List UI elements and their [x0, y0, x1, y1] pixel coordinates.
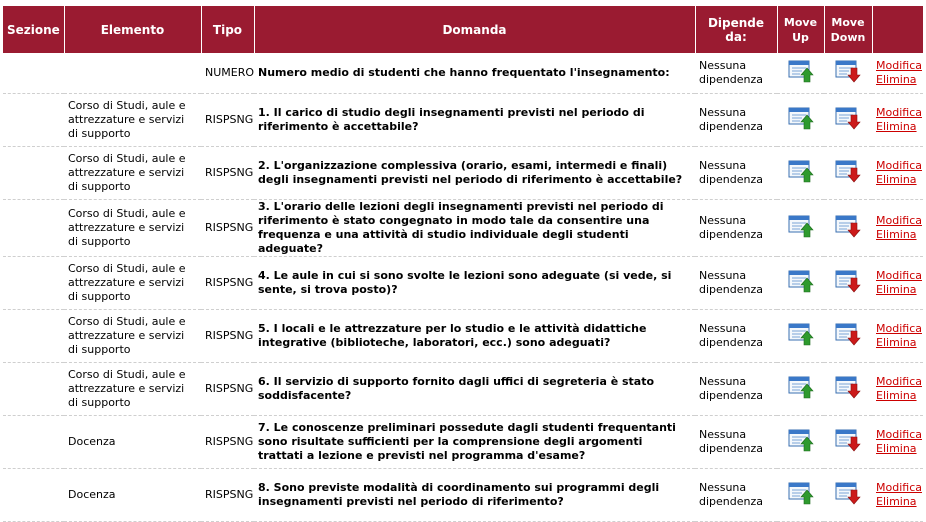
- cell-elemento: Docenza: [64, 415, 201, 468]
- elimina-link[interactable]: Elimina: [876, 335, 917, 349]
- header-tipo: Tipo: [201, 6, 254, 53]
- cell-tipo: RISPSNG: [201, 256, 254, 309]
- cell-move-up: [777, 146, 824, 199]
- cell-move-down: [824, 309, 872, 362]
- elimina-link[interactable]: Elimina: [876, 72, 917, 86]
- table-row: [3, 468, 923, 521]
- cell-elemento: Corso di Studi, aule e attrezzature e servizi di supporto: [64, 93, 201, 146]
- move-up-icon[interactable]: [788, 269, 814, 293]
- cell-tipo: RISPSNG: [201, 199, 254, 256]
- header-row: [3, 6, 923, 53]
- modifica-link[interactable]: Modifica: [876, 268, 922, 282]
- header-actions: [872, 6, 923, 53]
- cell-actions: [872, 309, 923, 362]
- cell-domanda: 3. L'orario delle lezioni degli insegnamenti previsti nel periodo di riferimento è stato congegnato in modo tale da consentire una frequenza e una attività di studio individuale degli studenti adeguate?: [254, 199, 695, 256]
- header-dipende-line1: Dipende: [707, 15, 765, 30]
- cell-tipo: NUMERO: [201, 53, 254, 93]
- cell-move-down: [824, 146, 872, 199]
- cell-move-down: [824, 93, 872, 146]
- cell-elemento: [64, 53, 201, 93]
- cell-dipende: Nessuna dipendenza: [695, 468, 777, 521]
- cell-move-up: [777, 309, 824, 362]
- table-row: [3, 93, 923, 146]
- move-down-icon[interactable]: [835, 481, 861, 505]
- header-move-up-line1: Move: [783, 15, 818, 29]
- table-body: [3, 53, 923, 521]
- modifica-link[interactable]: Modifica: [876, 105, 922, 119]
- cell-move-down: [824, 256, 872, 309]
- cell-domanda: 5. I locali e le attrezzature per lo studio e le attività didattiche integrative (biblioteche, laboratori, ecc.) sono adeguati?: [254, 309, 695, 362]
- cell-actions: [872, 415, 923, 468]
- elimina-link[interactable]: Elimina: [876, 494, 917, 508]
- move-down-icon[interactable]: [835, 269, 861, 293]
- move-down-icon[interactable]: [835, 159, 861, 183]
- cell-move-down: [824, 362, 872, 415]
- cell-sezione: [3, 93, 64, 146]
- cell-dipende: Nessuna dipendenza: [695, 146, 777, 199]
- cell-move-down: [824, 199, 872, 256]
- cell-sezione: [3, 256, 64, 309]
- move-up-icon[interactable]: [788, 159, 814, 183]
- cell-actions: [872, 362, 923, 415]
- header-move-up: [777, 6, 824, 53]
- modifica-link[interactable]: Modifica: [876, 480, 922, 494]
- cell-move-up: [777, 256, 824, 309]
- modifica-link[interactable]: Modifica: [876, 321, 922, 335]
- elimina-link[interactable]: Elimina: [876, 388, 917, 402]
- header-move-down-line2: Down: [830, 30, 866, 44]
- move-up-icon[interactable]: [788, 375, 814, 399]
- cell-domanda: 8. Sono previste modalità di coordinamento sui programmi degli insegnamenti previsti nel periodo di riferimento?: [254, 468, 695, 521]
- move-up-icon[interactable]: [788, 322, 814, 346]
- table-row: [3, 199, 923, 256]
- header-move-up-line2: Up: [792, 30, 809, 44]
- cell-domanda: 4. Le aule in cui si sono svolte le lezioni sono adeguate (si vede, si sente, si trova posto)?: [254, 256, 695, 309]
- cell-actions: [872, 53, 923, 93]
- move-up-icon[interactable]: [788, 428, 814, 452]
- questions-table: [3, 6, 923, 522]
- cell-tipo: RISPSNG: [201, 309, 254, 362]
- table-row: [3, 146, 923, 199]
- cell-move-down: [824, 468, 872, 521]
- cell-dipende: Nessuna dipendenza: [695, 53, 777, 93]
- cell-elemento: Corso di Studi, aule e attrezzature e servizi di supporto: [64, 256, 201, 309]
- table-row: [3, 309, 923, 362]
- cell-tipo: RISPSNG: [201, 415, 254, 468]
- cell-dipende: Nessuna dipendenza: [695, 309, 777, 362]
- cell-move-up: [777, 53, 824, 93]
- modifica-link[interactable]: Modifica: [876, 158, 922, 172]
- cell-domanda: 7. Le conoscenze preliminari possedute dagli studenti frequentanti sono risultate sufficienti per la comprensione degli argomenti trattati a lezione e previsti nel programma d'esame?: [254, 415, 695, 468]
- elimina-link[interactable]: Elimina: [876, 119, 917, 133]
- cell-dipende: Nessuna dipendenza: [695, 362, 777, 415]
- cell-sezione: [3, 199, 64, 256]
- move-up-icon[interactable]: [788, 481, 814, 505]
- cell-move-up: [777, 199, 824, 256]
- cell-sezione: [3, 415, 64, 468]
- cell-elemento: Docenza: [64, 468, 201, 521]
- elimina-link[interactable]: Elimina: [876, 282, 917, 296]
- header-domanda: Domanda: [254, 6, 695, 53]
- move-down-icon[interactable]: [835, 59, 861, 83]
- cell-actions: [872, 468, 923, 521]
- cell-dipende: Nessuna dipendenza: [695, 415, 777, 468]
- table-row: [3, 415, 923, 468]
- modifica-link[interactable]: Modifica: [876, 374, 922, 388]
- cell-actions: [872, 199, 923, 256]
- cell-domanda: 1. Il carico di studio degli insegnamenti previsti nel periodo di riferimento è accettabile?: [254, 93, 695, 146]
- table-row: [3, 362, 923, 415]
- cell-sezione: [3, 53, 64, 93]
- move-down-icon[interactable]: [835, 322, 861, 346]
- cell-domanda: 2. L'organizzazione complessiva (orario, esami, intermedi e finali) degli insegnamenti previsti nel periodo di riferimento è accettabile?: [254, 146, 695, 199]
- cell-domanda: 6. Il servizio di supporto fornito dagli uffici di segreteria è stato soddisfacente?: [254, 362, 695, 415]
- header-dipende-line2: da:: [725, 29, 747, 44]
- move-down-icon[interactable]: [835, 428, 861, 452]
- elimina-link[interactable]: Elimina: [876, 441, 917, 455]
- cell-tipo: RISPSNG: [201, 362, 254, 415]
- cell-actions: [872, 256, 923, 309]
- header-move-down: [824, 6, 872, 53]
- cell-elemento: Corso di Studi, aule e attrezzature e servizi di supporto: [64, 146, 201, 199]
- cell-sezione: [3, 146, 64, 199]
- cell-dipende: Nessuna dipendenza: [695, 199, 777, 256]
- move-up-icon[interactable]: [788, 59, 814, 83]
- cell-move-up: [777, 415, 824, 468]
- modifica-link[interactable]: Modifica: [876, 58, 922, 72]
- cell-tipo: RISPSNG: [201, 468, 254, 521]
- cell-move-up: [777, 93, 824, 146]
- header-move-down-line1: Move: [831, 15, 865, 29]
- cell-sezione: [3, 362, 64, 415]
- move-down-icon[interactable]: [835, 214, 861, 238]
- cell-domanda: Numero medio di studenti che hanno frequentato l'insegnamento:: [254, 53, 695, 93]
- move-up-icon[interactable]: [788, 106, 814, 130]
- cell-move-up: [777, 362, 824, 415]
- cell-dipende: Nessuna dipendenza: [695, 93, 777, 146]
- cell-elemento: Corso di Studi, aule e attrezzature e servizi di supporto: [64, 309, 201, 362]
- elimina-link[interactable]: Elimina: [876, 172, 917, 186]
- cell-actions: [872, 146, 923, 199]
- header-dipende: [695, 6, 777, 53]
- modifica-link[interactable]: Modifica: [876, 427, 922, 441]
- header-sezione: Sezione: [3, 6, 64, 53]
- cell-move-up: [777, 468, 824, 521]
- cell-tipo: RISPSNG: [201, 93, 254, 146]
- cell-dipende: Nessuna dipendenza: [695, 256, 777, 309]
- move-down-icon[interactable]: [835, 375, 861, 399]
- table-row: [3, 256, 923, 309]
- modifica-link[interactable]: Modifica: [876, 213, 922, 227]
- cell-elemento: Corso di Studi, aule e attrezzature e servizi di supporto: [64, 362, 201, 415]
- move-down-icon[interactable]: [835, 106, 861, 130]
- cell-move-down: [824, 415, 872, 468]
- move-up-icon[interactable]: [788, 214, 814, 238]
- cell-elemento: Corso di Studi, aule e attrezzature e servizi di supporto: [64, 199, 201, 256]
- cell-sezione: [3, 309, 64, 362]
- elimina-link[interactable]: Elimina: [876, 227, 917, 241]
- cell-actions: [872, 93, 923, 146]
- header-elemento: Elemento: [64, 6, 201, 53]
- cell-tipo: RISPSNG: [201, 146, 254, 199]
- cell-sezione: [3, 468, 64, 521]
- table-row: [3, 53, 923, 93]
- cell-move-down: [824, 53, 872, 93]
